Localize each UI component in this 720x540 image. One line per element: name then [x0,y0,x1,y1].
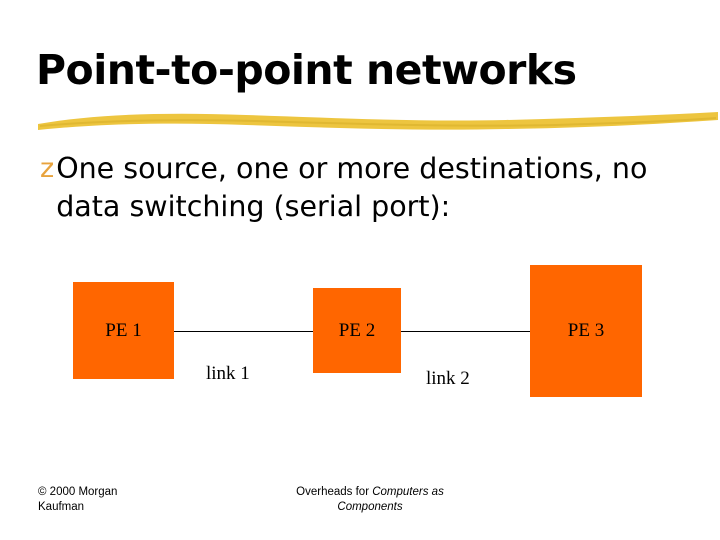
bullet-text: One source, one or more destinations, no data switching (serial port): [56,152,648,223]
node-pe3 [530,265,642,397]
bullet-marker-icon: z [40,153,55,184]
link-label-2: link 2 [426,368,470,389]
link-label-1: link 1 [206,363,250,384]
node-pe2-label: PE 2 [338,319,376,341]
footer-copyright [38,485,168,515]
link-line-1 [174,331,313,332]
node-pe1-label: PE 1 [105,319,142,341]
page-title: Point-to-point networks [36,46,577,94]
network-diagram [0,255,720,415]
list-item [40,150,680,226]
link-line-2 [401,331,530,332]
footer-credit-prefix: Overheads for [296,486,373,498]
node-pe1 [73,282,174,379]
footer-copyright-line1: © 2000 Morgan [38,486,118,498]
slide-footer [0,485,720,530]
footer-copyright-line2: Kaufman [38,501,85,513]
node-pe2 [313,288,401,373]
title-underline-brushstroke [36,108,720,134]
footer-credit-title-line2: Components [337,501,403,513]
footer-credit-title-line1: Computers as [372,486,444,498]
node-pe3-label: PE 3 [567,320,605,341]
bullet-list [40,150,680,226]
footer-credit [240,485,500,515]
